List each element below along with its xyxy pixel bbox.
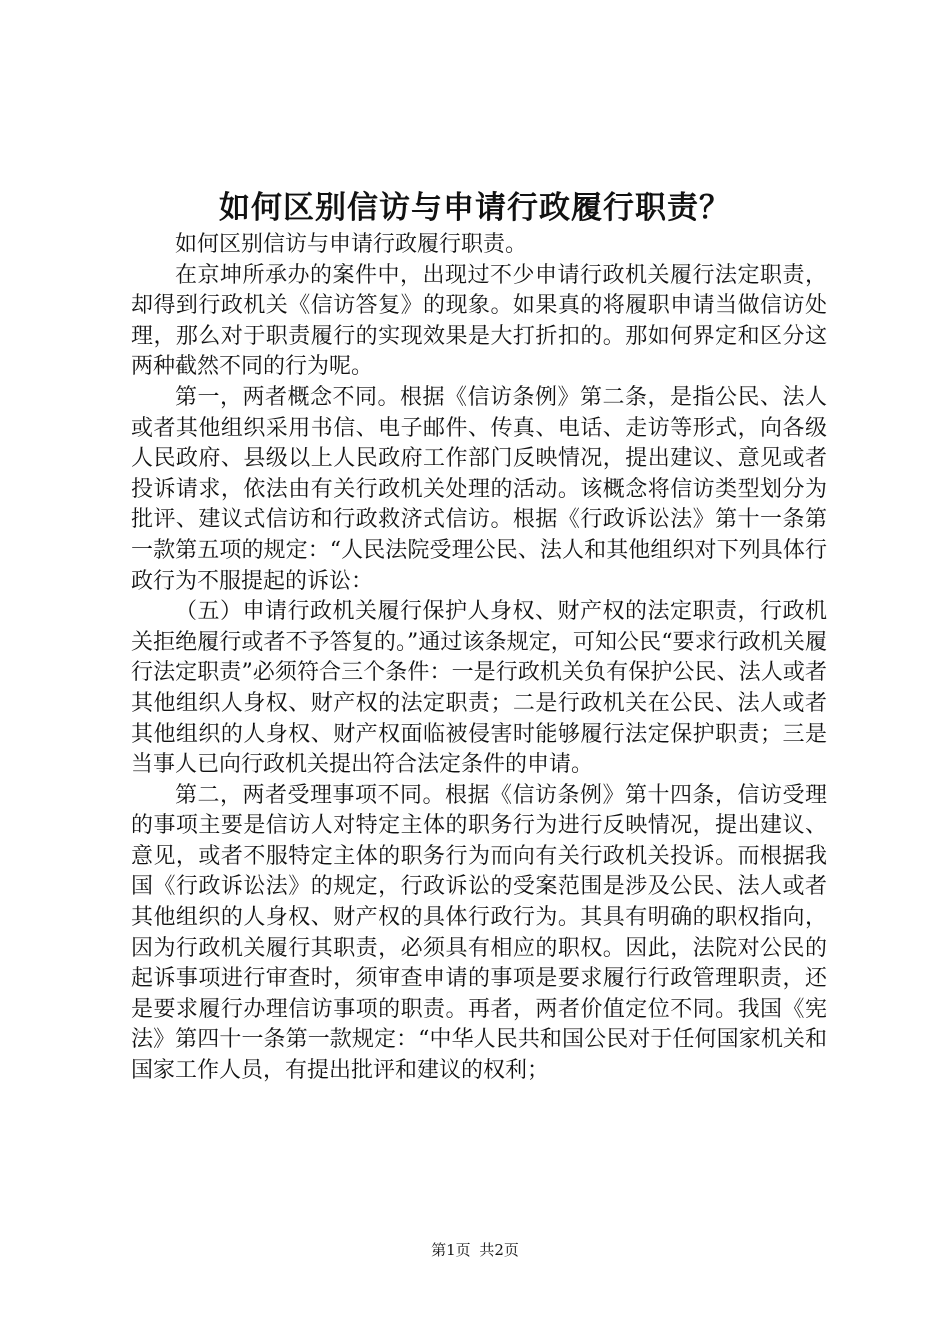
- page-number: 第1页: [431, 1241, 471, 1259]
- page-total: 共2页: [479, 1241, 519, 1259]
- paragraph-intro: 如何区别信访与申请行政履行职责。: [175, 232, 528, 257]
- paragraph-law-item-five: （五）申请行政机关履行保护人身权、财产权的法定职责，行政机关拒绝履行或者不予答复的。”通过该条规定，可知公民“要求行政机关履行法定职责”必须符合三个条件：一是行政机关负有保护公民、法人或者其他组织人身权、财产权的法定职责；二是行政机关在公民、法人或者其他组织的人身权、财产权面临被侵害时能够履行法定保护职责；三是当事人已向行政机关提出符合法定条件的申请。: [131, 599, 827, 778]
- paragraph-second-point: 第二，两者受理事项不同。根据《信访条例》第十四条，信访受理的事项主要是信访人对特定主体的职务行为进行反映情况，提出建议、意见，或者不服特定主体的职务行为而向有关行政机关投诉。而根据我国《行政诉讼法》的规定，行政诉讼的受案范围是涉及公民、法人或者其他组织的人身权、财产权的具体行政行为。其具有明确的职权指向，因为行政机关履行其职责，必须具有相应的职权。因此，法院对公民的起诉事项进行审查时，须审查申请的事项是要求履行行政管理职责，还是要求履行办理信访事项的职责。再者，两者价值定位不同。我国《宪法》第四十一条第一款规定：“中华人民共和国公民对于任何国家机关和国家工作人员，有提出批评和建议的权利；: [131, 782, 827, 1084]
- document-title: 如何区别信访与申请行政履行职责？: [219, 190, 731, 226]
- paragraph-first-point: 第一，两者概念不同。根据《信访条例》第二条，是指公民、法人或者其他组织采用书信、电子邮件、传真、电话、走访等形式，向各级人民政府、县级以上人民政府工作部门反映情况，提出建议、意见或者投诉请求，依法由有关行政机关处理的活动。该概念将信访类型划分为批评、建议式信访和行政救济式信访。根据《行政诉讼法》第十一条第一款第五项的规定：“人民法院受理公民、法人和其他组织对下列具体行政行为不服提起的诉讼：: [131, 384, 827, 594]
- paragraph-background: 在京坤所承办的案件中，出现过不少申请行政机关履行法定职责，却得到行政机关《信访答复》的现象。如果真的将履职申请当做信访处理，那么对于职责履行的实现效果是大打折扣的。那如何界定和区分这两种截然不同的行为呢。: [131, 262, 827, 380]
- document-body: [131, 230, 827, 1087]
- page-footer: [0, 1240, 950, 1260]
